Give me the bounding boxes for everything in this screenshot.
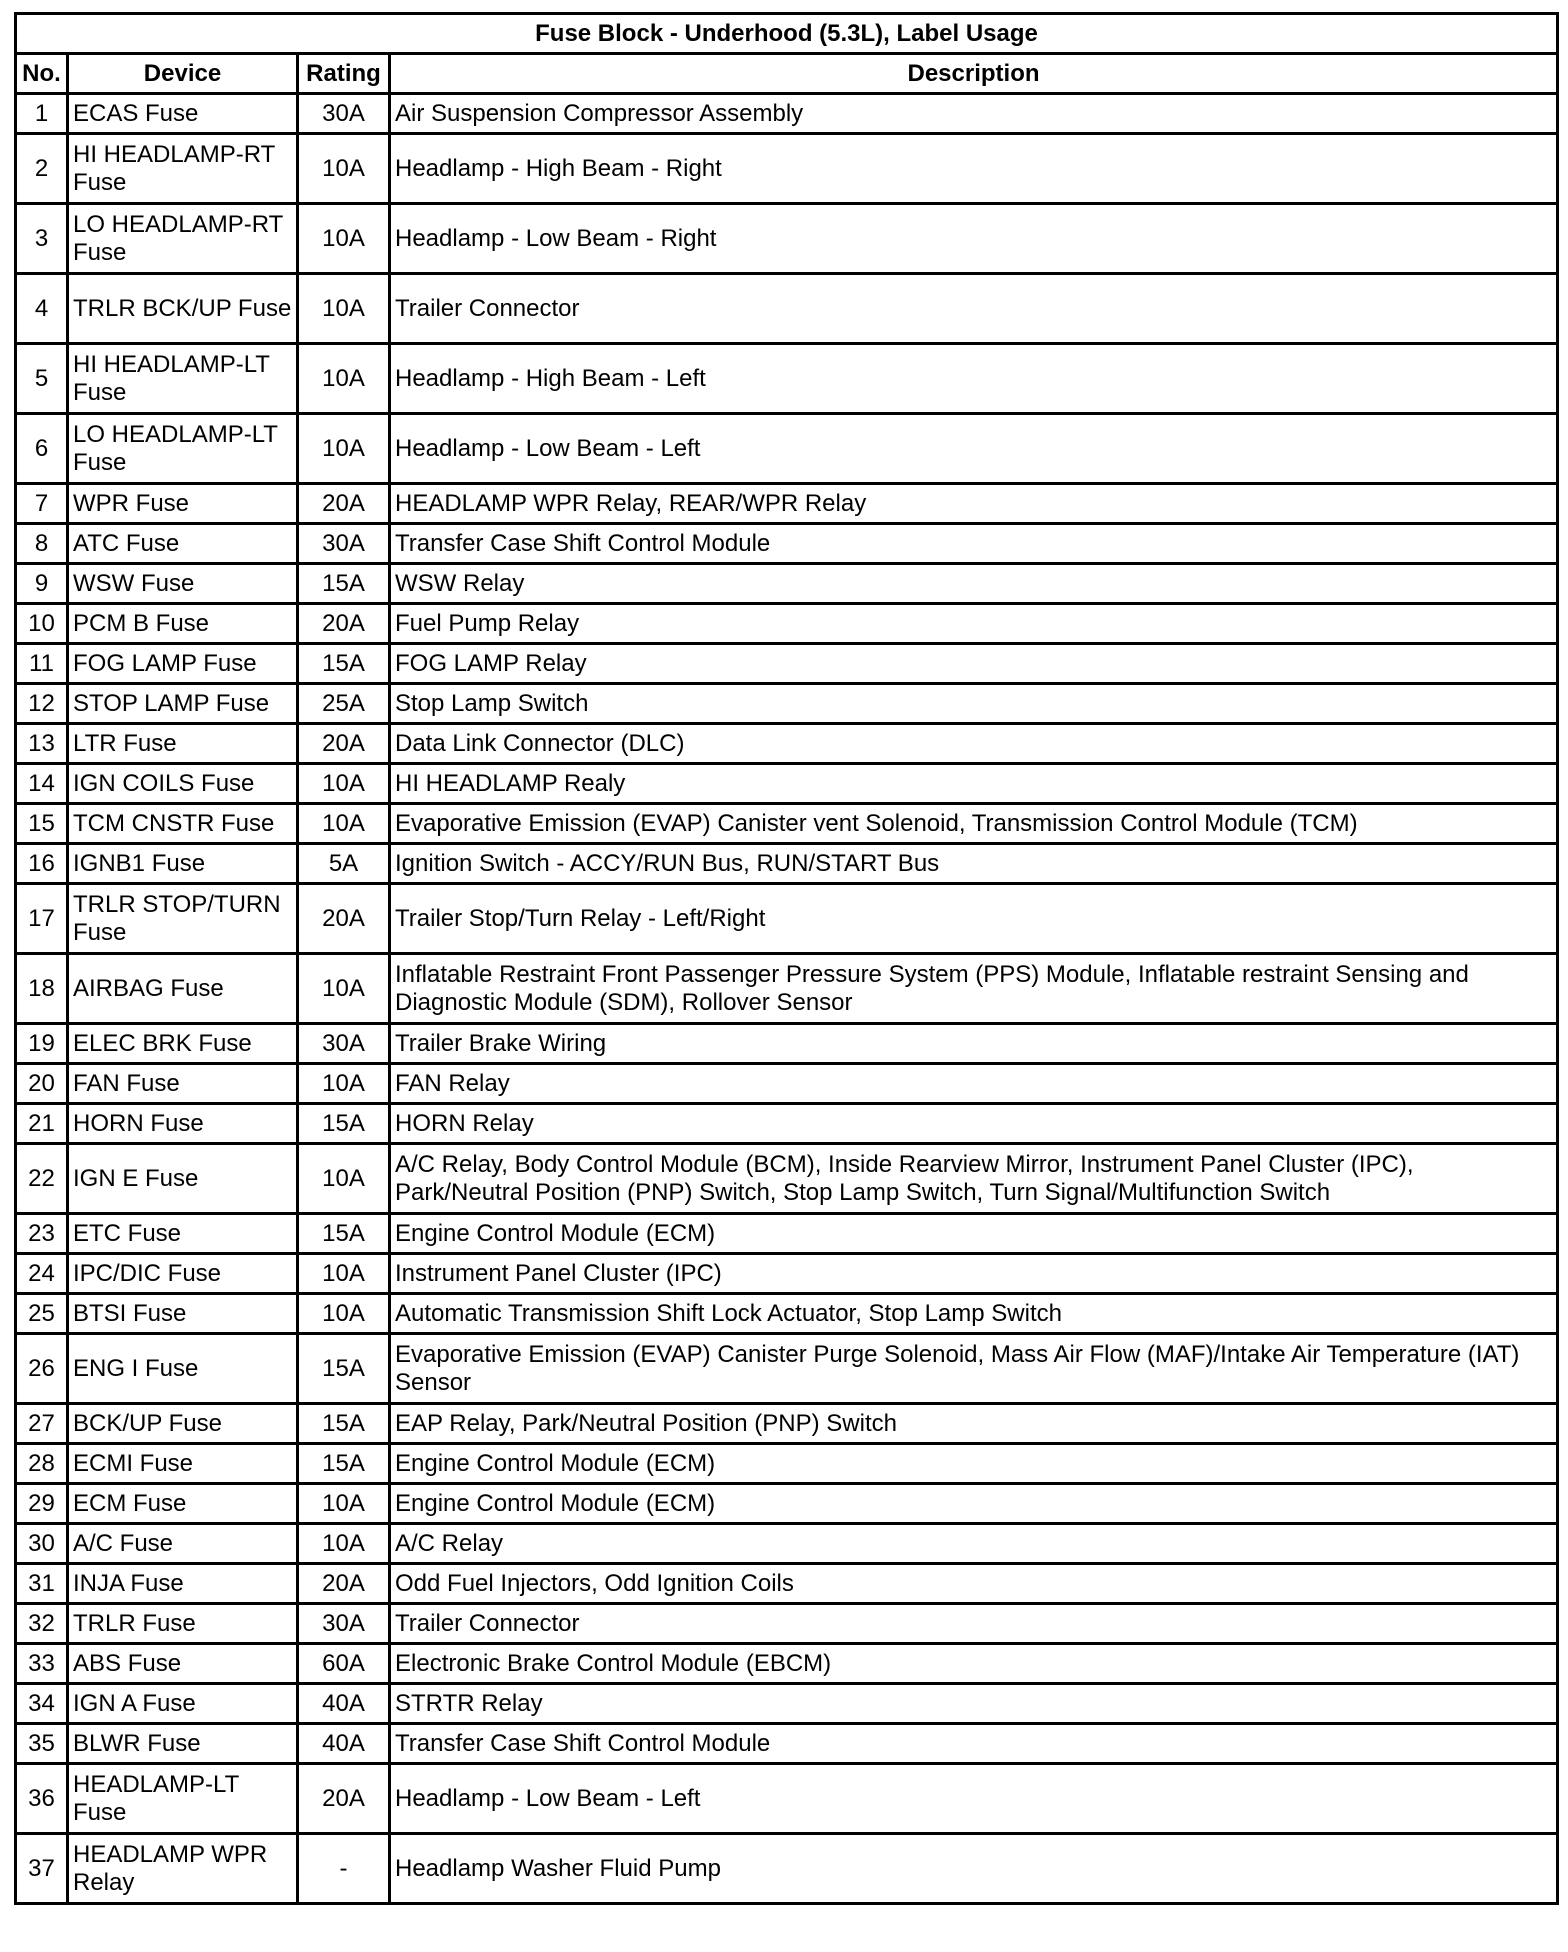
cell-description: Engine Control Module (ECM)	[390, 1214, 1558, 1254]
table-row	[16, 1604, 1558, 1644]
cell-device: FOG LAMP Fuse	[68, 644, 298, 684]
cell-rating: 15A	[298, 1104, 390, 1144]
cell-device: HEADLAMP-LT Fuse	[68, 1764, 298, 1834]
cell-description: Headlamp - High Beam - Right	[390, 134, 1558, 204]
cell-device: TRLR BCK/UP Fuse	[68, 274, 298, 344]
cell-no: 9	[16, 564, 68, 604]
cell-device: ATC Fuse	[68, 524, 298, 564]
cell-device: TRLR STOP/TURN Fuse	[68, 884, 298, 954]
cell-description: Automatic Transmission Shift Lock Actuator, Stop Lamp Switch	[390, 1294, 1558, 1334]
cell-rating: 40A	[298, 1684, 390, 1724]
cell-rating: 10A	[298, 764, 390, 804]
cell-description: A/C Relay	[390, 1524, 1558, 1564]
cell-no: 12	[16, 684, 68, 724]
table-row	[16, 954, 1558, 1024]
cell-description: FOG LAMP Relay	[390, 644, 1558, 684]
table-row	[16, 1444, 1558, 1484]
cell-rating: 15A	[298, 1444, 390, 1484]
header-rating: Rating	[298, 54, 390, 94]
table-row	[16, 1484, 1558, 1524]
cell-description: HI HEADLAMP Realy	[390, 764, 1558, 804]
cell-description: Fuel Pump Relay	[390, 604, 1558, 644]
cell-no: 29	[16, 1484, 68, 1524]
table-row	[16, 1404, 1558, 1444]
cell-no: 22	[16, 1144, 68, 1214]
cell-rating: 10A	[298, 1484, 390, 1524]
cell-device: HI HEADLAMP-RT Fuse	[68, 134, 298, 204]
cell-rating: 10A	[298, 134, 390, 204]
cell-description: Inflatable Restraint Front Passenger Pressure System (PPS) Module, Inflatable restraint Sensing and Diagnostic Module (SDM), Rollover Sensor	[390, 954, 1558, 1024]
cell-rating: 10A	[298, 804, 390, 844]
table-row	[16, 1564, 1558, 1604]
cell-description: FAN Relay	[390, 1064, 1558, 1104]
cell-no: 34	[16, 1684, 68, 1724]
cell-device: TRLR Fuse	[68, 1604, 298, 1644]
cell-rating: 30A	[298, 524, 390, 564]
cell-no: 26	[16, 1334, 68, 1404]
cell-device: STOP LAMP Fuse	[68, 684, 298, 724]
cell-device: LO HEADLAMP-LT Fuse	[68, 414, 298, 484]
cell-no: 21	[16, 1104, 68, 1144]
header-no: No.	[16, 54, 68, 94]
cell-no: 31	[16, 1564, 68, 1604]
cell-rating: 20A	[298, 604, 390, 644]
header-device: Device	[68, 54, 298, 94]
cell-no: 10	[16, 604, 68, 644]
cell-no: 7	[16, 484, 68, 524]
cell-no: 2	[16, 134, 68, 204]
table-row	[16, 1104, 1558, 1144]
cell-no: 20	[16, 1064, 68, 1104]
cell-rating: 20A	[298, 1764, 390, 1834]
table-row	[16, 1334, 1558, 1404]
cell-rating: 10A	[298, 344, 390, 414]
cell-device: TCM CNSTR Fuse	[68, 804, 298, 844]
cell-rating: 10A	[298, 274, 390, 344]
cell-description: Headlamp - Low Beam - Left	[390, 414, 1558, 484]
table-row	[16, 724, 1558, 764]
table-row	[16, 1024, 1558, 1064]
cell-device: IGN E Fuse	[68, 1144, 298, 1214]
header-description: Description	[390, 54, 1558, 94]
fuse-table	[14, 12, 1559, 1905]
cell-description: Ignition Switch - ACCY/RUN Bus, RUN/START Bus	[390, 844, 1558, 884]
cell-description: Trailer Connector	[390, 274, 1558, 344]
table-title-row	[16, 14, 1558, 54]
cell-no: 36	[16, 1764, 68, 1834]
cell-no: 32	[16, 1604, 68, 1644]
cell-rating: 15A	[298, 1404, 390, 1444]
cell-no: 24	[16, 1254, 68, 1294]
cell-device: ENG I Fuse	[68, 1334, 298, 1404]
table-row	[16, 1214, 1558, 1254]
cell-device: BCK/UP Fuse	[68, 1404, 298, 1444]
cell-rating: 20A	[298, 724, 390, 764]
cell-rating: 15A	[298, 564, 390, 604]
cell-rating: 5A	[298, 844, 390, 884]
cell-device: WPR Fuse	[68, 484, 298, 524]
table-row	[16, 344, 1558, 414]
table-row	[16, 204, 1558, 274]
cell-description: Headlamp Washer Fluid Pump	[390, 1834, 1558, 1904]
cell-rating: 20A	[298, 1564, 390, 1604]
cell-rating: 15A	[298, 1214, 390, 1254]
table-row	[16, 1684, 1558, 1724]
cell-rating: 10A	[298, 954, 390, 1024]
cell-device: ECAS Fuse	[68, 94, 298, 134]
cell-description: STRTR Relay	[390, 1684, 1558, 1724]
cell-no: 14	[16, 764, 68, 804]
table-row	[16, 1764, 1558, 1834]
cell-description: Odd Fuel Injectors, Odd Ignition Coils	[390, 1564, 1558, 1604]
cell-description: Engine Control Module (ECM)	[390, 1484, 1558, 1524]
table-row	[16, 524, 1558, 564]
cell-description: Transfer Case Shift Control Module	[390, 524, 1558, 564]
table-row	[16, 644, 1558, 684]
cell-no: 28	[16, 1444, 68, 1484]
table-row	[16, 1254, 1558, 1294]
table-row	[16, 804, 1558, 844]
table-row	[16, 844, 1558, 884]
cell-device: AIRBAG Fuse	[68, 954, 298, 1024]
table-row	[16, 484, 1558, 524]
table-title: Fuse Block - Underhood (5.3L), Label Usage	[16, 14, 1558, 54]
cell-description: Evaporative Emission (EVAP) Canister Purge Solenoid, Mass Air Flow (MAF)/Intake Air Temperature (IAT) Sensor	[390, 1334, 1558, 1404]
cell-rating: 10A	[298, 1144, 390, 1214]
table-row	[16, 1834, 1558, 1904]
cell-description: Trailer Brake Wiring	[390, 1024, 1558, 1064]
cell-device: LO HEADLAMP-RT Fuse	[68, 204, 298, 274]
cell-device: IPC/DIC Fuse	[68, 1254, 298, 1294]
cell-description: EAP Relay, Park/Neutral Position (PNP) Switch	[390, 1404, 1558, 1444]
table-row	[16, 1064, 1558, 1104]
table-row	[16, 564, 1558, 604]
cell-description: Air Suspension Compressor Assembly	[390, 94, 1558, 134]
table-row	[16, 274, 1558, 344]
table-row	[16, 1144, 1558, 1214]
cell-no: 35	[16, 1724, 68, 1764]
cell-rating: 10A	[298, 1254, 390, 1294]
cell-rating: 20A	[298, 884, 390, 954]
cell-description: A/C Relay, Body Control Module (BCM), Inside Rearview Mirror, Instrument Panel Cluster (IPC), Park/Neutral Position (PNP) Switch, Stop Lamp Switch, Turn Signal/Multifunction Switch	[390, 1144, 1558, 1214]
cell-rating: 15A	[298, 1334, 390, 1404]
cell-rating: 10A	[298, 204, 390, 274]
cell-no: 11	[16, 644, 68, 684]
cell-description: Transfer Case Shift Control Module	[390, 1724, 1558, 1764]
cell-device: PCM B Fuse	[68, 604, 298, 644]
cell-device: FAN Fuse	[68, 1064, 298, 1104]
cell-no: 4	[16, 274, 68, 344]
cell-rating: 10A	[298, 1294, 390, 1334]
cell-no: 15	[16, 804, 68, 844]
cell-rating: 10A	[298, 414, 390, 484]
cell-description: Trailer Stop/Turn Relay - Left/Right	[390, 884, 1558, 954]
cell-no: 23	[16, 1214, 68, 1254]
cell-rating: 40A	[298, 1724, 390, 1764]
cell-device: WSW Fuse	[68, 564, 298, 604]
cell-no: 8	[16, 524, 68, 564]
cell-device: HI HEADLAMP-LT Fuse	[68, 344, 298, 414]
cell-rating: 20A	[298, 484, 390, 524]
fuse-table-container	[14, 12, 1556, 1905]
cell-no: 37	[16, 1834, 68, 1904]
table-row	[16, 604, 1558, 644]
cell-rating: 30A	[298, 94, 390, 134]
cell-description: Data Link Connector (DLC)	[390, 724, 1558, 764]
cell-rating: 60A	[298, 1644, 390, 1684]
cell-description: Instrument Panel Cluster (IPC)	[390, 1254, 1558, 1294]
cell-no: 18	[16, 954, 68, 1024]
cell-description: Engine Control Module (ECM)	[390, 1444, 1558, 1484]
cell-no: 30	[16, 1524, 68, 1564]
table-row	[16, 414, 1558, 484]
cell-device: ELEC BRK Fuse	[68, 1024, 298, 1064]
table-row	[16, 1644, 1558, 1684]
cell-no: 16	[16, 844, 68, 884]
cell-no: 19	[16, 1024, 68, 1064]
cell-description: Evaporative Emission (EVAP) Canister vent Solenoid, Transmission Control Module (TCM)	[390, 804, 1558, 844]
cell-rating: 30A	[298, 1024, 390, 1064]
table-row	[16, 1294, 1558, 1334]
cell-device: ETC Fuse	[68, 1214, 298, 1254]
cell-device: BTSI Fuse	[68, 1294, 298, 1334]
cell-rating: 30A	[298, 1604, 390, 1644]
cell-description: Stop Lamp Switch	[390, 684, 1558, 724]
cell-no: 1	[16, 94, 68, 134]
table-row	[16, 94, 1558, 134]
table-row	[16, 884, 1558, 954]
cell-description: HEADLAMP WPR Relay, REAR/WPR Relay	[390, 484, 1558, 524]
cell-description: HORN Relay	[390, 1104, 1558, 1144]
cell-device: ECM Fuse	[68, 1484, 298, 1524]
cell-rating: 25A	[298, 684, 390, 724]
cell-device: INJA Fuse	[68, 1564, 298, 1604]
cell-device: IGN COILS Fuse	[68, 764, 298, 804]
cell-device: A/C Fuse	[68, 1524, 298, 1564]
table-row	[16, 684, 1558, 724]
cell-description: Headlamp - Low Beam - Left	[390, 1764, 1558, 1834]
cell-device: ECMI Fuse	[68, 1444, 298, 1484]
cell-no: 33	[16, 1644, 68, 1684]
cell-no: 6	[16, 414, 68, 484]
table-row	[16, 764, 1558, 804]
cell-no: 27	[16, 1404, 68, 1444]
cell-description: Headlamp - High Beam - Left	[390, 344, 1558, 414]
cell-description: WSW Relay	[390, 564, 1558, 604]
cell-no: 17	[16, 884, 68, 954]
cell-description: Trailer Connector	[390, 1604, 1558, 1644]
cell-device: IGN A Fuse	[68, 1684, 298, 1724]
table-header-row	[16, 54, 1558, 94]
cell-rating: 15A	[298, 644, 390, 684]
cell-no: 5	[16, 344, 68, 414]
cell-rating: 10A	[298, 1064, 390, 1104]
cell-device: HORN Fuse	[68, 1104, 298, 1144]
cell-description: Headlamp - Low Beam - Right	[390, 204, 1558, 274]
cell-rating: 10A	[298, 1524, 390, 1564]
cell-no: 3	[16, 204, 68, 274]
cell-description: Electronic Brake Control Module (EBCM)	[390, 1644, 1558, 1684]
cell-device: IGNB1 Fuse	[68, 844, 298, 884]
cell-no: 25	[16, 1294, 68, 1334]
cell-device: LTR Fuse	[68, 724, 298, 764]
cell-device: HEADLAMP WPR Relay	[68, 1834, 298, 1904]
cell-device: BLWR Fuse	[68, 1724, 298, 1764]
cell-device: ABS Fuse	[68, 1644, 298, 1684]
table-row	[16, 1724, 1558, 1764]
table-row	[16, 134, 1558, 204]
cell-no: 13	[16, 724, 68, 764]
table-row	[16, 1524, 1558, 1564]
cell-rating: -	[298, 1834, 390, 1904]
